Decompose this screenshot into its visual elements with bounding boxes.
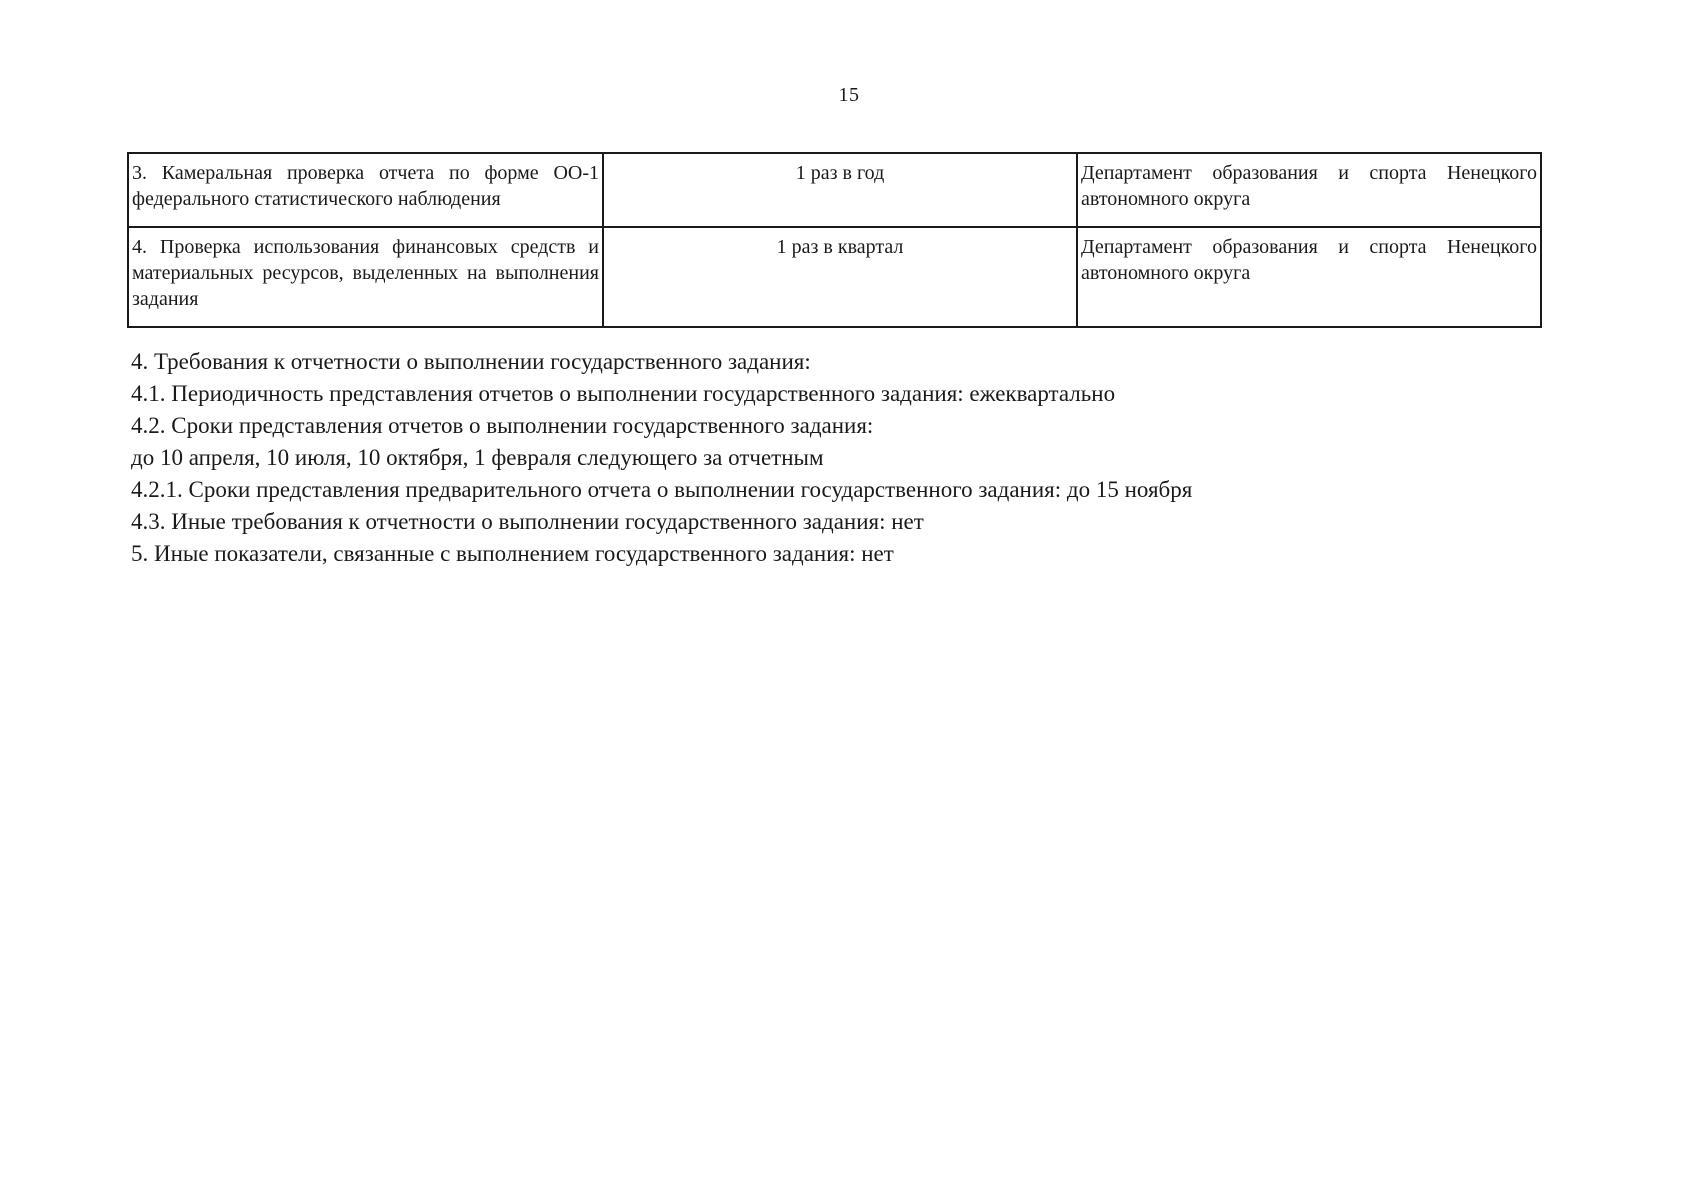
control-measures-table: [127, 152, 1542, 328]
other-indicators: 5. Иные показатели, связанные с выполнением государственного задания: нет: [131, 541, 894, 566]
periodicity-cell: 1 раз в год: [603, 153, 1077, 227]
report-deadlines-dates: до 10 апреля, 10 июля, 10 октября, 1 февраля следующего за отчетным: [131, 445, 824, 470]
executive-authority-cell: Департамент образования и спорта Ненецкого автономного округа: [1077, 153, 1541, 227]
report-periodicity: 4.1. Периодичность представления отчетов о выполнении государственного задания: ежеквартально: [131, 381, 1116, 406]
page-number: 15: [838, 84, 860, 106]
other-report-requirements: 4.3. Иные требования к отчетности о выполнении государственного задания: нет: [131, 509, 924, 534]
preliminary-report-deadline: 4.2.1. Сроки представления предварительного отчета о выполнении государственного задания: до 15 ноября: [131, 477, 1193, 502]
requirements-heading: 4. Требования к отчетности о выполнении государственного задания:: [131, 349, 811, 374]
periodicity-cell: 1 раз в квартал: [603, 227, 1077, 327]
executive-authority-cell: Департамент образования и спорта Ненецкого автономного округа: [1077, 227, 1541, 327]
report-deadlines-label: 4.2. Сроки представления отчетов о выполнении государственного задания:: [131, 413, 874, 438]
table-row: [128, 227, 1541, 327]
reporting-requirements: [131, 346, 1491, 570]
table-row: [128, 153, 1541, 227]
control-form-cell: 3. Камеральная проверка отчета по форме ОО-1 федерального статистического наблюдения: [128, 153, 603, 227]
control-form-cell: 4. Проверка использования финансовых средств и материальных ресурсов, выделенных на выполнения задания: [128, 227, 603, 327]
